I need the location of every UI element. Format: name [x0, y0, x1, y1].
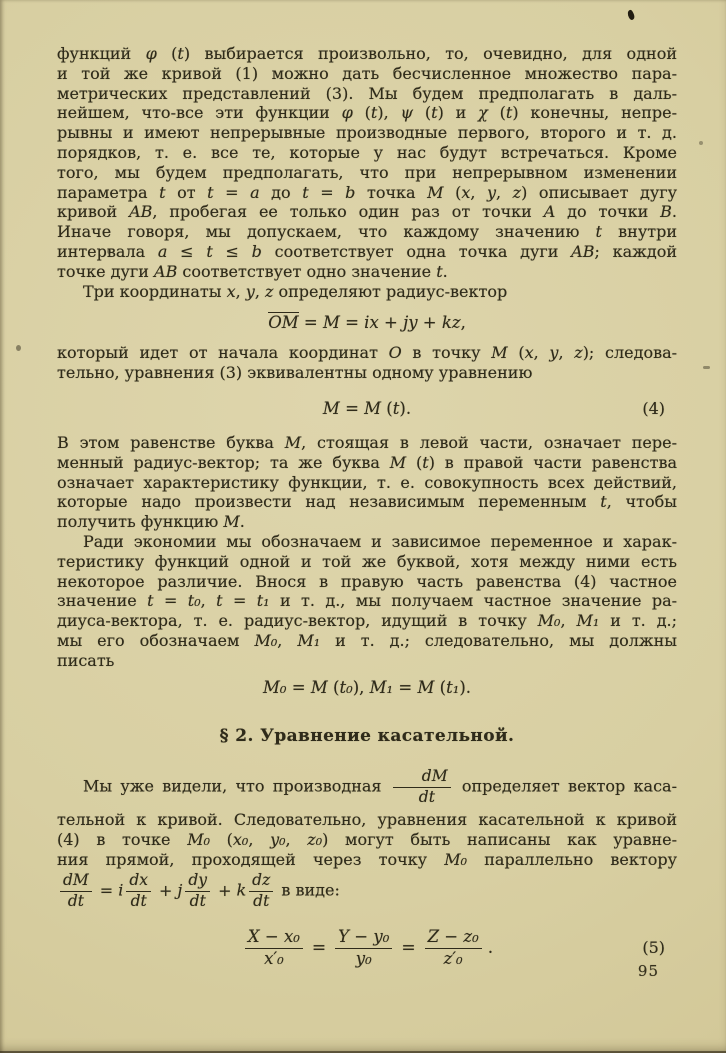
paragraph-6-line-1	[57, 768, 677, 806]
paragraph-6-body: тельной к кривой. Следовательно, уравнения касательной к кривой (4) в точке M₀ (x₀, y₀, z₀) могут быть написаны как уравне- ния прямой, проходящей через точку M₀ параллельно вектору	[57, 810, 678, 869]
fraction-dy-dt: $\frac{dy}{dt}$	[185, 872, 210, 910]
formula-4-body: M = M (t).	[322, 398, 412, 418]
ink-speck	[16, 345, 21, 351]
equation-number-5: (5)	[642, 938, 665, 958]
paragraph-6-line-1-pre: Мы уже видели, что производная	[83, 776, 382, 796]
paragraph-1: функций φ (t) выбирается произвольно, то, очевидно, для одной и той же кривой (1) можно дать бесчисленное множество пара- метрических представлений (3). Мы будем предполагать в даль- нейшем, что-все эти функции φ (t), ψ (t) и χ (t) конечны, непре- рывны и имеют непрерывные производные первого, второго и т. д. порядков, т. е. все те, которые у нас будут встречаться. Кроме того, мы будем предполагать, что при непрерывном изменении параметра t от t = a до t = b точка M (x, y, z) описывает дугу кривой AB, пробегая ее только один раз от точки A до точки B. Иначе говоря, мы допускаем, что каждому значению t внутри интервала a ≤ t ≤ b соответствует одна точка дуги AB; каждой точке дуги AB соответствует одно значение t.	[57, 44, 678, 281]
fraction-dm-dt: $\frac{dM}{dt}$	[393, 768, 451, 806]
page-content	[57, 44, 677, 977]
formula-om-radius-vector	[57, 312, 677, 334]
fraction-dz-dt: $\frac{dz}{dt}$	[249, 872, 273, 910]
ink-speck	[703, 366, 710, 369]
plus-sign: +	[218, 881, 232, 901]
coefficient-j: j	[177, 880, 183, 900]
paragraph-6-tail: в виде:	[281, 880, 340, 900]
paragraph-2-lead: Три координаты x, y, z определяют радиус-вектор	[83, 281, 508, 301]
overline-om: OM	[268, 313, 299, 333]
fraction-dx-dt: $\frac{dx}{dt}$	[126, 872, 151, 910]
equals-sign: =	[311, 938, 327, 959]
ink-speck	[699, 141, 703, 145]
fraction-z: $\frac{\text{Z − z₀}}{\text{z′₀}}$	[425, 928, 482, 968]
fraction-x: $\frac{\text{X − x₀}}{\text{x′₀}}$	[245, 928, 303, 968]
fraction-y: $\frac{\text{Y − y₀}}{\text{y₀}}$	[335, 928, 392, 968]
formula-om-rest: = M = ix + jy + kz,	[298, 313, 466, 333]
coefficient-i: i	[118, 880, 124, 900]
formula-m0-m1-body: M₀ = M (t₀), M₁ = M (t₁).	[263, 677, 471, 697]
formula-m0-m1	[57, 677, 677, 699]
paragraph-5: Ради экономии мы обозначаем и зависимое переменное и харак- теристику функций одной и той же буквой, хотя между ними есть некоторое различие. Внося в правую часть равенства (4) частное значение t = t₀, t = t₁ и т. д., мы получаем частное значение ра- диуса-вектора, т. е. радиус-вектор, идущий в точку M₀, M₁ и т. д.; мы его обозначаем M₀, M₁ и т. д.; следовательно, мы должны писать	[57, 531, 678, 670]
page-number: 95	[637, 962, 659, 980]
coefficient-k: k	[236, 880, 247, 900]
paragraph-4: В этом равенстве буква M, стоящая в левой части, означает пере- менный радиус-вектор; та же буква M (t) в правой части равенства означает характеристику функции, т. е. совокупность всех действий, которые надо произвести над независимым переменным t, чтобы получить функцию M.	[57, 432, 678, 532]
equals-sign: =	[401, 938, 416, 959]
ink-speck	[626, 9, 636, 21]
paragraph-6-vector-formula	[57, 872, 677, 910]
equals-sign: =	[99, 881, 114, 901]
fraction-dm-dt: $\frac{dM}{dt}$	[60, 872, 92, 910]
formula-5-tangent-equation	[57, 928, 677, 968]
paragraph-6-line-1-post: определяет вектор каса-	[461, 776, 677, 796]
formula-period: .	[487, 938, 494, 959]
section-heading: § 2. Уравнение касательной.	[219, 725, 515, 746]
paragraph-3: который идет от начала координат O в точку M (x, y, z); следова- тельно, уравнения (3) эквивалентны одному уравнению	[57, 343, 678, 383]
plus-sign: +	[159, 881, 173, 901]
formula-4	[57, 398, 677, 420]
equation-number-4: (4)	[642, 398, 665, 418]
